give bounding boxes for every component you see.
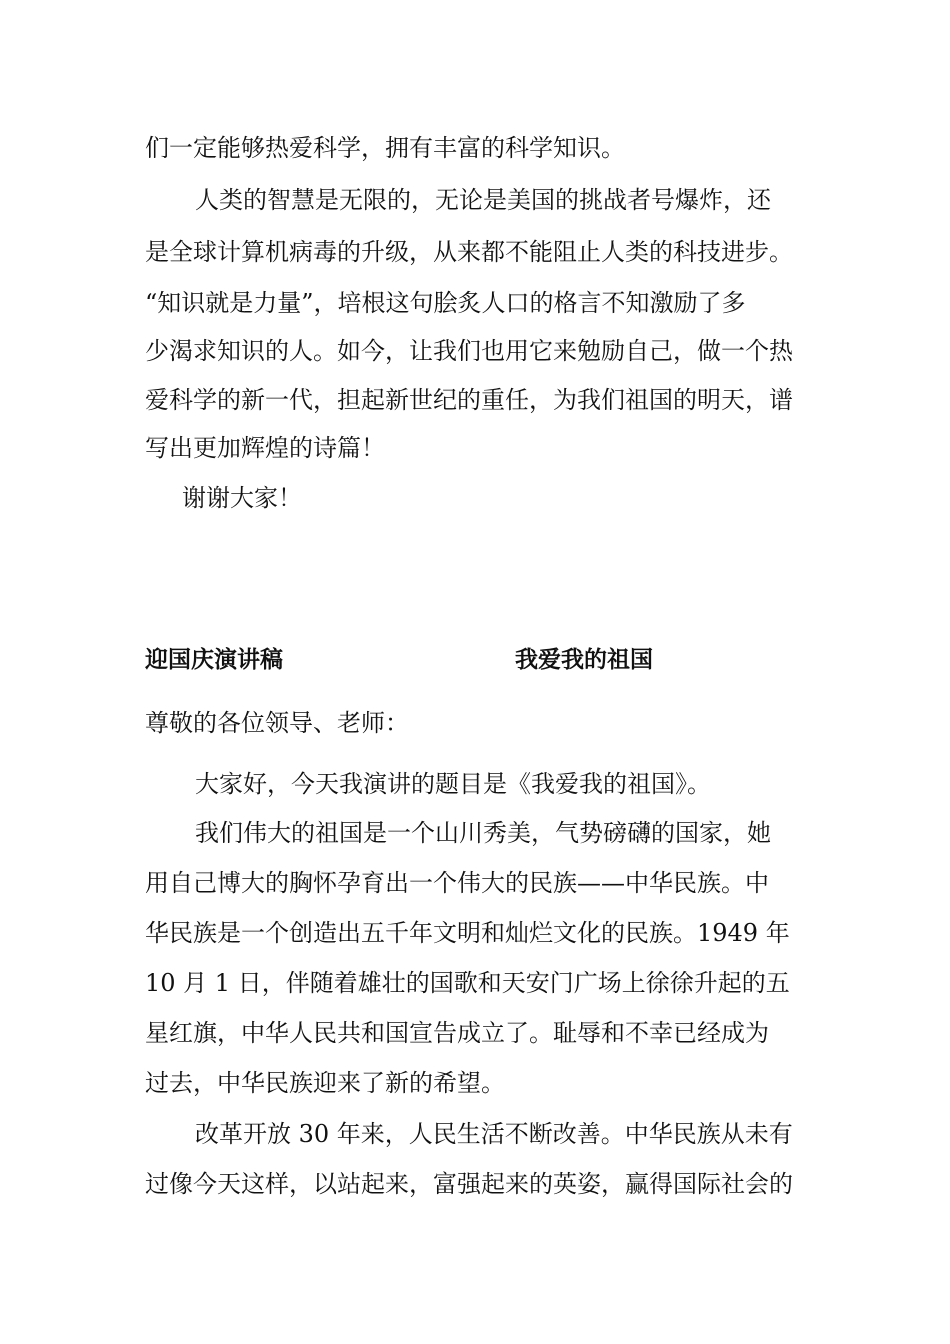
paragraph-line: 改革开放 30 年来，人民生活不断改善。中华民族从未有 (195, 1120, 793, 1148)
paragraph-line: 过像今天这样，以站起来，富强起来的英姿，赢得国际社会的 (145, 1170, 793, 1198)
paragraph-line: 大家好，今天我演讲的题目是《我爱我的祖国》。 (195, 770, 711, 798)
paragraph-line: 华民族是一个创造出五千年文明和灿烂文化的民族。1949 年 (145, 919, 790, 947)
paragraph-line: “知识就是力量”，培根这句脍炙人口的格言不知激励了多 (145, 289, 746, 317)
paragraph-line: 们一定能够热爱科学，拥有丰富的科学知识。 (145, 134, 625, 162)
paragraph-line: 过去，中华民族迎来了新的希望。 (145, 1069, 505, 1097)
paragraph-line: 用自己博大的胸怀孕育出一个伟大的民族——中华民族。中 (145, 869, 769, 897)
paragraph-line: 爱科学的新一代，担起新世纪的重任，为我们祖国的明天，谱 (145, 386, 793, 414)
paragraph-line: 我们伟大的祖国是一个山川秀美，气势磅礴的国家，她 (195, 819, 771, 847)
paragraph-line: 10 月 1 日，伴随着雄壮的国歌和天安门广场上徐徐升起的五 (145, 969, 790, 997)
salutation-line: 尊敬的各位领导、老师： (145, 709, 409, 737)
paragraph-line: 是全球计算机病毒的升级，从来都不能阻止人类的科技进步。 (145, 238, 793, 266)
speech-title: 迎国庆演讲稿 (145, 647, 283, 673)
closing-line: 谢谢大家！ (182, 484, 302, 512)
paragraph-line: 写出更加辉煌的诗篇！ (145, 434, 385, 462)
speech-subtitle: 我爱我的祖国 (515, 647, 653, 673)
paragraph-line: 人类的智慧是无限的，无论是美国的挑战者号爆炸，还 (195, 186, 771, 214)
paragraph-line: 少渴求知识的人。如今，让我们也用它来勉励自己，做一个热 (145, 337, 793, 365)
paragraph-line: 星红旗，中华人民共和国宣告成立了。耻辱和不幸已经成为 (145, 1019, 769, 1047)
